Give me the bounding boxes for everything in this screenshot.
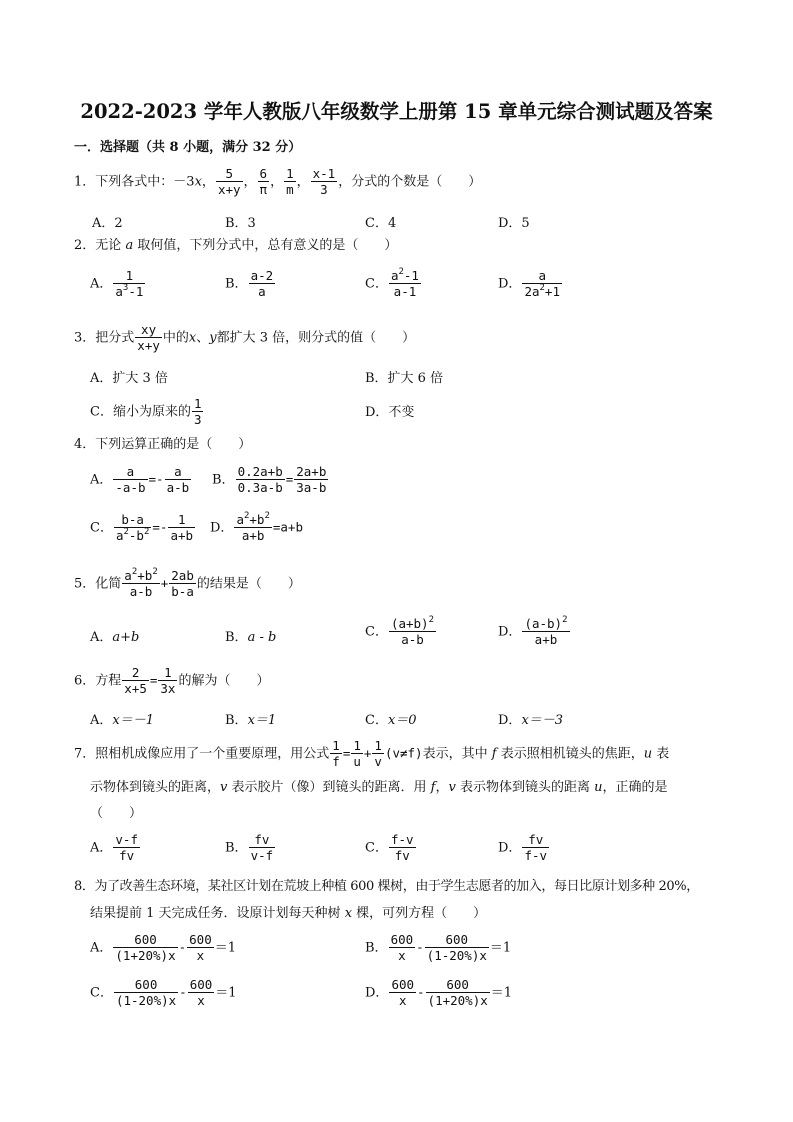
question-4 — [74, 437, 251, 453]
section-heading: 一．选择题（共 8 小题，满分 32 分） — [74, 140, 302, 155]
fraction — [165, 464, 192, 496]
fraction — [114, 512, 151, 544]
variable: x — [344, 906, 353, 921]
operator: - — [179, 984, 187, 1000]
question-5 — [74, 568, 301, 600]
option-label: D． — [498, 276, 522, 292]
q5-option-d[interactable] — [498, 616, 571, 648]
denominator: m — [286, 182, 294, 197]
base: (a+b) — [390, 616, 429, 631]
variable: v — [220, 780, 228, 795]
question-text: 表 — [656, 746, 670, 762]
option-label: C． — [365, 276, 388, 292]
option-label: B． — [225, 713, 248, 728]
base: +b — [249, 512, 265, 527]
numerator: 600 — [426, 977, 490, 993]
operator: - — [417, 984, 425, 1000]
numerator: 1 — [113, 268, 145, 284]
denominator: 3 — [320, 182, 328, 197]
option-text: C．缩小为原来的 — [90, 404, 191, 420]
operator: + — [160, 575, 169, 591]
option-label: A． — [90, 940, 113, 956]
numerator — [389, 616, 436, 632]
q5-option-b[interactable] — [225, 626, 276, 645]
question-8-line-2 — [90, 906, 486, 922]
q1-option-b[interactable]: B．3 — [225, 216, 256, 231]
option-label: B． — [365, 940, 388, 956]
variable: u — [643, 746, 653, 762]
fraction — [168, 512, 195, 544]
denominator — [522, 284, 562, 300]
fraction — [249, 268, 276, 300]
numerator: 600 — [189, 977, 213, 992]
q8-option-d[interactable] — [365, 977, 512, 1009]
fraction — [114, 977, 178, 1009]
option-label: A． — [90, 472, 113, 488]
exponent: 2 — [123, 527, 129, 537]
numerator — [522, 616, 569, 632]
question-text: 表示照相机镜头的焦距， — [500, 746, 644, 762]
denominator: f-v — [524, 848, 548, 863]
denominator: a-b — [129, 584, 153, 599]
denominator: v-f — [250, 848, 274, 863]
fraction — [425, 932, 489, 964]
fraction — [113, 268, 145, 300]
numerator: fv — [249, 832, 276, 848]
denominator: x — [196, 948, 205, 963]
page-title: 2022-2023 学年人教版八年级数学上册第 15 章单元综合测试题及答案 — [80, 100, 713, 123]
q2-option-c[interactable] — [365, 268, 422, 300]
numerator: 600 — [113, 932, 177, 948]
question-text: ，分式的个数是（ ） — [338, 174, 482, 190]
fraction — [284, 166, 296, 198]
numerator — [122, 568, 159, 584]
exponent: 2 — [243, 511, 250, 521]
q5-option-c[interactable] — [365, 616, 437, 648]
option-value: a - b — [247, 630, 277, 645]
rest: +1 — [544, 284, 560, 299]
denominator: u — [353, 754, 361, 769]
question-text: ， — [435, 780, 449, 795]
base: (a-b) — [524, 616, 563, 631]
condition: (v≠f) — [384, 745, 423, 761]
fraction — [234, 512, 271, 544]
q5-option-a[interactable] — [90, 626, 139, 645]
numerator — [389, 268, 421, 284]
question-text: 把分式 — [95, 330, 135, 346]
question-7-line-2 — [90, 780, 668, 796]
denominator: f — [332, 754, 340, 769]
numerator: 0.2a+b — [237, 464, 283, 479]
variable: f — [491, 746, 497, 762]
separator: ， — [243, 174, 257, 190]
operator: =- — [152, 519, 168, 535]
operator: =a+b — [272, 519, 303, 535]
operator: = — [149, 672, 158, 688]
equals: ＝1 — [490, 985, 513, 1001]
option-label: B． — [225, 840, 248, 856]
base: +b — [137, 568, 153, 583]
question-number: 4． — [74, 437, 96, 452]
fraction — [351, 738, 363, 770]
equals: ＝1 — [215, 985, 237, 1001]
fraction — [158, 665, 177, 697]
operator: = — [342, 745, 351, 761]
denominator: (1-20%)x — [115, 993, 177, 1008]
exponent: 2 — [562, 615, 568, 625]
denominator: b-a — [171, 584, 194, 599]
q4-option-a[interactable] — [90, 464, 192, 496]
question-number: 5． — [74, 576, 96, 592]
question-text: 的结果是（ ） — [196, 576, 301, 592]
option-label: C． — [365, 624, 388, 640]
fraction — [113, 464, 147, 496]
q7-option-d[interactable] — [498, 832, 550, 864]
fraction — [294, 464, 328, 496]
denominator: 3a-b — [296, 480, 327, 495]
q6-option-a[interactable] — [90, 709, 154, 728]
fraction — [135, 322, 162, 354]
question-8 — [74, 879, 699, 895]
question-text: 照相机成像应用了一个重要原理，用公式 — [95, 746, 330, 762]
exponent: 2 — [131, 567, 138, 577]
option-value: x＝－1 — [112, 713, 154, 728]
question-text: 化简 — [95, 576, 122, 592]
numerator: 2a+b — [296, 464, 327, 479]
q6-option-b[interactable] — [225, 709, 276, 728]
fraction — [389, 616, 436, 648]
question-text: 结果提前 1 天完成任务．设原计划每天种树 — [90, 906, 341, 921]
q3-option-b[interactable]: B．扩大 6 倍 — [365, 371, 444, 386]
option-label: A． — [90, 276, 113, 292]
numerator: 6 — [259, 166, 268, 181]
fraction — [188, 977, 215, 1009]
q8-option-c[interactable] — [90, 977, 237, 1009]
q1-option-a[interactable]: A．2 — [92, 216, 123, 231]
fraction — [426, 977, 490, 1009]
operator: =- — [148, 471, 164, 487]
variable: y — [209, 330, 217, 346]
base: a — [236, 512, 244, 527]
base: 2a — [524, 284, 540, 299]
fraction — [187, 932, 214, 964]
numerator: xy — [135, 322, 162, 338]
numerator: b-a — [114, 512, 151, 528]
q2-option-b[interactable] — [225, 268, 276, 300]
fraction — [192, 396, 204, 428]
numerator: 1 — [193, 396, 202, 411]
option-value: x＝1 — [247, 713, 277, 728]
question-text: 无论 — [95, 238, 122, 253]
exponent: 2 — [428, 615, 435, 625]
q3-option-c[interactable] — [90, 396, 204, 428]
denominator — [114, 528, 151, 544]
q3-option-a[interactable]: A．扩大 3 倍 — [90, 371, 168, 386]
question-1 — [74, 166, 481, 198]
numerator: 2 — [122, 665, 149, 681]
numerator: 2ab — [171, 568, 194, 583]
option-label: C． — [90, 520, 113, 536]
denominator: x+y — [137, 338, 160, 353]
base: a — [115, 528, 124, 543]
denominator: (1+20%)x — [115, 948, 176, 963]
denominator: v — [374, 754, 382, 769]
q6-option-d[interactable] — [498, 709, 563, 728]
option-label: C． — [365, 713, 388, 728]
fraction — [113, 932, 177, 964]
separator: ， — [296, 174, 310, 190]
fraction — [311, 166, 338, 198]
question-3 — [74, 322, 415, 354]
denominator: x — [197, 993, 205, 1008]
question-text: 棵，可列方程（ ） — [356, 906, 487, 921]
denominator: x+5 — [124, 681, 147, 696]
q3-option-d[interactable]: D．不变 — [365, 405, 415, 420]
q4-option-c[interactable] — [90, 512, 196, 544]
question-text: 、 — [196, 330, 210, 346]
q8-option-b[interactable] — [365, 932, 511, 964]
fraction — [122, 665, 149, 697]
base: -b — [128, 528, 144, 543]
separator: ， — [201, 174, 215, 190]
question-7-line-3: （ ） — [90, 806, 143, 821]
numerator: a — [522, 268, 562, 284]
fraction — [236, 464, 285, 496]
q7-option-a[interactable] — [90, 832, 141, 864]
separator: ， — [270, 174, 284, 190]
numerator: 1 — [158, 665, 177, 681]
numerator: 600 — [390, 932, 414, 947]
denominator: fv — [394, 848, 410, 863]
exponent: 2 — [539, 283, 545, 293]
question-2 — [74, 238, 397, 254]
fraction — [522, 268, 562, 300]
question-text: 取何值，下列分式中，总有意义的是（ ） — [137, 238, 398, 253]
denominator: 3x — [160, 681, 176, 696]
option-label: D． — [365, 985, 389, 1001]
question-number: 8． — [74, 879, 95, 894]
fraction — [258, 166, 270, 198]
option-label: B． — [212, 472, 235, 488]
question-text: 都扩大 3 倍，则分式的值（ ） — [216, 330, 416, 346]
q1-option-c[interactable]: C．4 — [365, 216, 397, 231]
option-value: x＝－3 — [521, 713, 564, 728]
question-text: 表示，其中 — [422, 746, 488, 762]
fraction — [330, 738, 342, 770]
question-text: 表示胶片（像）到镜头的距离．用 — [231, 780, 427, 795]
option-value: a+b — [112, 630, 140, 645]
question-number: 1． — [74, 174, 96, 190]
operator: = — [285, 471, 294, 487]
denominator: a-1 — [393, 284, 417, 299]
denominator: x — [398, 993, 407, 1008]
q7-option-c[interactable] — [365, 832, 417, 864]
variable: x — [188, 330, 197, 346]
numerator: 600 — [391, 977, 415, 992]
numerator: fv — [522, 832, 549, 848]
rest: -1 — [403, 268, 419, 283]
operator: - — [178, 939, 187, 955]
question-text: 下列运算正确的是（ ） — [95, 437, 252, 452]
fraction — [169, 568, 196, 600]
variable: f — [430, 780, 436, 795]
numerator: 1 — [353, 738, 361, 753]
numerator: 1 — [168, 512, 195, 528]
numerator: 600 — [425, 932, 489, 948]
question-text: 表示物体到镜头的距离 — [460, 780, 591, 795]
denominator: π — [259, 182, 268, 197]
numerator — [234, 512, 271, 528]
fraction — [372, 738, 384, 770]
numerator: x-1 — [312, 166, 336, 181]
question-text: 为了改善生态环境，某社区计划在荒坡上种植 600 棵树，由于学生志愿者的加入，每日比原计划多种 20%， — [94, 879, 699, 894]
fraction — [522, 832, 549, 864]
variable: x — [194, 174, 202, 190]
denominator: a-b — [401, 632, 424, 647]
q4-option-d[interactable] — [210, 512, 303, 544]
question-text: 方程 — [95, 673, 122, 689]
numerator: 5 — [216, 166, 243, 182]
denominator: a — [258, 284, 266, 299]
numerator: a — [165, 464, 192, 480]
option-label: C． — [90, 985, 113, 1001]
rest: -1 — [128, 284, 144, 299]
fraction — [249, 832, 276, 864]
exponent: 2 — [264, 511, 270, 521]
numerator: a-2 — [250, 268, 274, 283]
q1-option-d[interactable]: D．5 — [498, 216, 530, 231]
denominator: 3 — [193, 412, 202, 427]
variable: a — [125, 238, 134, 253]
option-label: A． — [90, 840, 113, 856]
question-text: 的解为（ ） — [178, 673, 270, 689]
fraction — [389, 977, 416, 1009]
denominator: (1+20%)x — [427, 993, 488, 1008]
question-text: 中的 — [162, 330, 189, 346]
exponent: 3 — [122, 283, 129, 293]
option-label: A． — [90, 713, 113, 728]
option-label: D． — [210, 520, 234, 536]
numerator: f-v — [390, 832, 414, 847]
denominator: -a-b — [115, 480, 146, 495]
exponent: 2 — [398, 267, 404, 277]
option-label: D． — [498, 713, 522, 728]
fraction — [389, 268, 421, 300]
denominator: a+b — [170, 528, 194, 543]
q2-option-a[interactable] — [90, 268, 146, 300]
question-number: 7． — [74, 746, 96, 762]
base: a — [115, 284, 123, 299]
numerator: 1 — [286, 166, 294, 181]
exponent: 2 — [143, 527, 150, 537]
base: a — [124, 568, 132, 583]
fraction — [113, 832, 140, 864]
option-label: B． — [225, 276, 248, 292]
numerator: 600 — [189, 932, 212, 947]
fraction — [389, 932, 416, 964]
question-text: 下列各式中： — [95, 174, 174, 190]
fraction — [122, 568, 159, 600]
question-text: 示物体到镜头的距离， — [90, 780, 221, 795]
numerator: a — [113, 464, 147, 480]
denominator: a-b — [166, 480, 190, 495]
numerator: 600 — [114, 977, 178, 993]
operator: - — [416, 939, 424, 955]
q2-option-d[interactable] — [498, 268, 563, 300]
denominator: a+b — [241, 528, 265, 543]
question-number: 6． — [74, 673, 96, 689]
option-value: x＝0 — [387, 713, 417, 728]
equals: ＝1 — [214, 940, 236, 956]
option-label: A． — [90, 630, 113, 645]
fraction — [389, 832, 416, 864]
option-label: B． — [225, 630, 248, 645]
denominator — [113, 284, 145, 300]
numerator: 1 — [332, 738, 340, 753]
operator: + — [363, 745, 372, 761]
equals: ＝1 — [489, 940, 512, 956]
question-7 — [74, 738, 669, 770]
option-label: D． — [498, 624, 522, 640]
option-label: C． — [365, 840, 388, 856]
denominator: x+y — [217, 182, 241, 197]
variable: v — [448, 780, 456, 795]
exponent: 2 — [152, 567, 158, 577]
q6-option-c[interactable] — [365, 709, 417, 728]
denominator: x — [398, 948, 406, 963]
option-label: D． — [498, 840, 522, 856]
denominator: a+b — [534, 632, 558, 647]
denominator: (1-20%)x — [426, 948, 487, 963]
denominator: 0.3a-b — [237, 480, 283, 495]
base: a — [390, 268, 399, 283]
question-text: ，正确的是 — [602, 780, 668, 795]
variable: u — [594, 780, 603, 795]
question-number: 3． — [74, 330, 96, 346]
q7-option-b[interactable] — [225, 832, 276, 864]
numerator: 1 — [374, 738, 382, 753]
question-number: 2． — [74, 238, 96, 253]
fraction — [522, 616, 569, 648]
denominator: fv — [119, 848, 135, 863]
q4-option-b[interactable] — [212, 464, 329, 496]
fraction — [216, 166, 243, 198]
numerator: v-f — [115, 832, 138, 847]
term: －3 — [173, 174, 195, 190]
question-6 — [74, 665, 269, 697]
q8-option-a[interactable] — [90, 932, 236, 964]
